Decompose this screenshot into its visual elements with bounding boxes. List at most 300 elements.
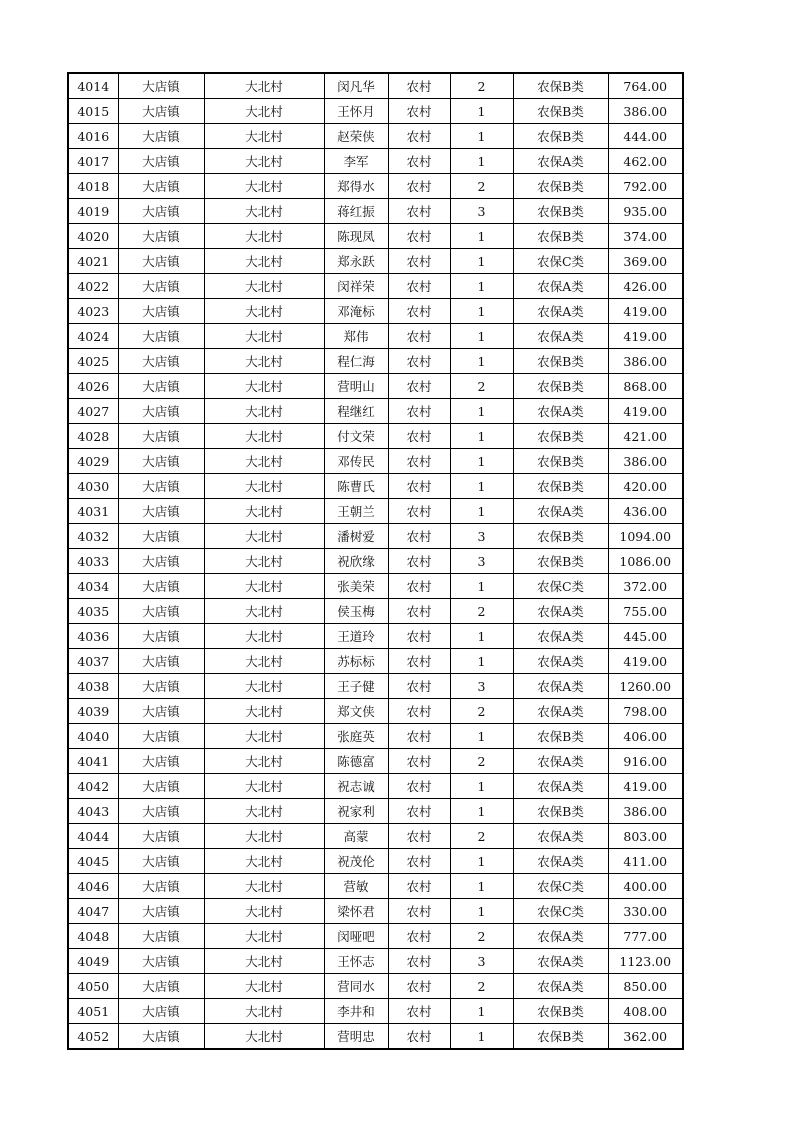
- household-count-cell: 2: [450, 824, 513, 849]
- name-cell: 张美荣: [324, 574, 388, 599]
- insurance-category-cell: 农保A类: [513, 324, 608, 349]
- town-cell: 大店镇: [118, 949, 204, 974]
- table-row: [68, 724, 683, 749]
- id-cell: 4028: [68, 424, 118, 449]
- table-row: [68, 574, 683, 599]
- area-type-cell: 农村: [388, 649, 450, 674]
- household-count-cell: 1: [450, 849, 513, 874]
- id-cell: 4049: [68, 949, 118, 974]
- household-count-cell: 1: [450, 999, 513, 1024]
- area-type-cell: 农村: [388, 199, 450, 224]
- town-cell: 大店镇: [118, 449, 204, 474]
- name-cell: 营明忠: [324, 1024, 388, 1050]
- town-cell: 大店镇: [118, 324, 204, 349]
- household-count-cell: 2: [450, 73, 513, 99]
- amount-cell: 764.00: [608, 73, 683, 99]
- area-type-cell: 农村: [388, 849, 450, 874]
- insurance-category-cell: 农保A类: [513, 624, 608, 649]
- table-row: [68, 499, 683, 524]
- village-cell: 大北村: [204, 73, 324, 99]
- village-cell: 大北村: [204, 974, 324, 999]
- household-count-cell: 1: [450, 724, 513, 749]
- records-table: [67, 72, 684, 1050]
- town-cell: 大店镇: [118, 724, 204, 749]
- area-type-cell: 农村: [388, 974, 450, 999]
- amount-cell: 1260.00: [608, 674, 683, 699]
- name-cell: 营同水: [324, 974, 388, 999]
- name-cell: 营明山: [324, 374, 388, 399]
- area-type-cell: 农村: [388, 124, 450, 149]
- amount-cell: 419.00: [608, 649, 683, 674]
- table-row: [68, 124, 683, 149]
- table-row: [68, 224, 683, 249]
- id-cell: 4022: [68, 274, 118, 299]
- table-row: [68, 299, 683, 324]
- id-cell: 4045: [68, 849, 118, 874]
- insurance-category-cell: 农保A类: [513, 149, 608, 174]
- town-cell: 大店镇: [118, 1024, 204, 1050]
- village-cell: 大北村: [204, 99, 324, 124]
- id-cell: 4023: [68, 299, 118, 324]
- amount-cell: 421.00: [608, 424, 683, 449]
- table-row: [68, 649, 683, 674]
- village-cell: 大北村: [204, 174, 324, 199]
- table-row: [68, 824, 683, 849]
- town-cell: 大店镇: [118, 649, 204, 674]
- insurance-category-cell: 农保A类: [513, 274, 608, 299]
- area-type-cell: 农村: [388, 399, 450, 424]
- amount-cell: 850.00: [608, 974, 683, 999]
- household-count-cell: 3: [450, 549, 513, 574]
- amount-cell: 419.00: [608, 774, 683, 799]
- amount-cell: 1094.00: [608, 524, 683, 549]
- village-cell: 大北村: [204, 749, 324, 774]
- amount-cell: 419.00: [608, 324, 683, 349]
- name-cell: 闵祥荣: [324, 274, 388, 299]
- table-row: [68, 449, 683, 474]
- household-count-cell: 2: [450, 924, 513, 949]
- amount-cell: 445.00: [608, 624, 683, 649]
- table-row: [68, 774, 683, 799]
- area-type-cell: 农村: [388, 624, 450, 649]
- amount-cell: 386.00: [608, 449, 683, 474]
- household-count-cell: 2: [450, 174, 513, 199]
- town-cell: 大店镇: [118, 424, 204, 449]
- table-row: [68, 474, 683, 499]
- area-type-cell: 农村: [388, 674, 450, 699]
- household-count-cell: 3: [450, 674, 513, 699]
- id-cell: 4033: [68, 549, 118, 574]
- town-cell: 大店镇: [118, 499, 204, 524]
- table-row: [68, 149, 683, 174]
- amount-cell: 436.00: [608, 499, 683, 524]
- town-cell: 大店镇: [118, 73, 204, 99]
- area-type-cell: 农村: [388, 524, 450, 549]
- name-cell: 邓传民: [324, 449, 388, 474]
- amount-cell: 444.00: [608, 124, 683, 149]
- amount-cell: 408.00: [608, 999, 683, 1024]
- id-cell: 4031: [68, 499, 118, 524]
- town-cell: 大店镇: [118, 699, 204, 724]
- insurance-category-cell: 农保A类: [513, 649, 608, 674]
- household-count-cell: 1: [450, 399, 513, 424]
- village-cell: 大北村: [204, 299, 324, 324]
- insurance-category-cell: 农保C类: [513, 574, 608, 599]
- name-cell: 张庭英: [324, 724, 388, 749]
- name-cell: 付文荣: [324, 424, 388, 449]
- id-cell: 4027: [68, 399, 118, 424]
- table-row: [68, 749, 683, 774]
- name-cell: 蒋红振: [324, 199, 388, 224]
- village-cell: 大北村: [204, 399, 324, 424]
- name-cell: 赵荣侠: [324, 124, 388, 149]
- town-cell: 大店镇: [118, 524, 204, 549]
- village-cell: 大北村: [204, 324, 324, 349]
- village-cell: 大北村: [204, 249, 324, 274]
- insurance-category-cell: 农保B类: [513, 73, 608, 99]
- amount-cell: 1086.00: [608, 549, 683, 574]
- household-count-cell: 1: [450, 1024, 513, 1050]
- table-row: [68, 349, 683, 374]
- table-row: [68, 399, 683, 424]
- insurance-category-cell: 农保A类: [513, 599, 608, 624]
- town-cell: 大店镇: [118, 874, 204, 899]
- amount-cell: 777.00: [608, 924, 683, 949]
- table-row: [68, 524, 683, 549]
- name-cell: 郑伟: [324, 324, 388, 349]
- village-cell: 大北村: [204, 474, 324, 499]
- area-type-cell: 农村: [388, 174, 450, 199]
- name-cell: 王朝兰: [324, 499, 388, 524]
- amount-cell: 868.00: [608, 374, 683, 399]
- village-cell: 大北村: [204, 799, 324, 824]
- table-row: [68, 874, 683, 899]
- household-count-cell: 2: [450, 374, 513, 399]
- area-type-cell: 农村: [388, 474, 450, 499]
- id-cell: 4051: [68, 999, 118, 1024]
- amount-cell: 386.00: [608, 799, 683, 824]
- name-cell: 侯玉梅: [324, 599, 388, 624]
- village-cell: 大北村: [204, 949, 324, 974]
- amount-cell: 419.00: [608, 299, 683, 324]
- area-type-cell: 农村: [388, 874, 450, 899]
- village-cell: 大北村: [204, 424, 324, 449]
- area-type-cell: 农村: [388, 1024, 450, 1050]
- area-type-cell: 农村: [388, 224, 450, 249]
- amount-cell: 803.00: [608, 824, 683, 849]
- id-cell: 4019: [68, 199, 118, 224]
- id-cell: 4021: [68, 249, 118, 274]
- town-cell: 大店镇: [118, 399, 204, 424]
- id-cell: 4038: [68, 674, 118, 699]
- town-cell: 大店镇: [118, 549, 204, 574]
- village-cell: 大北村: [204, 899, 324, 924]
- id-cell: 4046: [68, 874, 118, 899]
- village-cell: 大北村: [204, 924, 324, 949]
- area-type-cell: 农村: [388, 949, 450, 974]
- insurance-category-cell: 农保B类: [513, 1024, 608, 1050]
- id-cell: 4042: [68, 774, 118, 799]
- table-row: [68, 899, 683, 924]
- town-cell: 大店镇: [118, 374, 204, 399]
- insurance-category-cell: 农保B类: [513, 349, 608, 374]
- amount-cell: 798.00: [608, 699, 683, 724]
- id-cell: 4035: [68, 599, 118, 624]
- table-row: [68, 99, 683, 124]
- name-cell: 梁怀君: [324, 899, 388, 924]
- area-type-cell: 农村: [388, 73, 450, 99]
- name-cell: 程仁海: [324, 349, 388, 374]
- name-cell: 郑文侠: [324, 699, 388, 724]
- table-row: [68, 599, 683, 624]
- area-type-cell: 农村: [388, 999, 450, 1024]
- household-count-cell: 1: [450, 574, 513, 599]
- table-row: [68, 999, 683, 1024]
- id-cell: 4029: [68, 449, 118, 474]
- name-cell: 祝欣缘: [324, 549, 388, 574]
- amount-cell: 374.00: [608, 224, 683, 249]
- amount-cell: 386.00: [608, 349, 683, 374]
- name-cell: 潘树爱: [324, 524, 388, 549]
- amount-cell: 372.00: [608, 574, 683, 599]
- village-cell: 大北村: [204, 124, 324, 149]
- id-cell: 4016: [68, 124, 118, 149]
- insurance-category-cell: 农保B类: [513, 999, 608, 1024]
- insurance-category-cell: 农保C类: [513, 899, 608, 924]
- id-cell: 4032: [68, 524, 118, 549]
- id-cell: 4025: [68, 349, 118, 374]
- household-count-cell: 1: [450, 799, 513, 824]
- village-cell: 大北村: [204, 1024, 324, 1050]
- household-count-cell: 2: [450, 699, 513, 724]
- area-type-cell: 农村: [388, 374, 450, 399]
- id-cell: 4040: [68, 724, 118, 749]
- household-count-cell: 3: [450, 524, 513, 549]
- town-cell: 大店镇: [118, 774, 204, 799]
- village-cell: 大北村: [204, 774, 324, 799]
- name-cell: 闵凡华: [324, 73, 388, 99]
- insurance-category-cell: 农保A类: [513, 699, 608, 724]
- household-count-cell: 3: [450, 949, 513, 974]
- village-cell: 大北村: [204, 574, 324, 599]
- id-cell: 4017: [68, 149, 118, 174]
- area-type-cell: 农村: [388, 324, 450, 349]
- name-cell: 郑得水: [324, 174, 388, 199]
- amount-cell: 935.00: [608, 199, 683, 224]
- table-row: [68, 674, 683, 699]
- id-cell: 4043: [68, 799, 118, 824]
- village-cell: 大北村: [204, 374, 324, 399]
- name-cell: 程继红: [324, 399, 388, 424]
- household-count-cell: 1: [450, 899, 513, 924]
- area-type-cell: 农村: [388, 824, 450, 849]
- name-cell: 王道玲: [324, 624, 388, 649]
- name-cell: 闵哑吧: [324, 924, 388, 949]
- area-type-cell: 农村: [388, 724, 450, 749]
- id-cell: 4030: [68, 474, 118, 499]
- village-cell: 大北村: [204, 274, 324, 299]
- town-cell: 大店镇: [118, 249, 204, 274]
- town-cell: 大店镇: [118, 474, 204, 499]
- area-type-cell: 农村: [388, 599, 450, 624]
- area-type-cell: 农村: [388, 699, 450, 724]
- table-row: [68, 424, 683, 449]
- area-type-cell: 农村: [388, 299, 450, 324]
- village-cell: 大北村: [204, 524, 324, 549]
- name-cell: 邓淹标: [324, 299, 388, 324]
- village-cell: 大北村: [204, 349, 324, 374]
- insurance-category-cell: 农保B类: [513, 124, 608, 149]
- insurance-category-cell: 农保A类: [513, 499, 608, 524]
- name-cell: 陈曹氏: [324, 474, 388, 499]
- town-cell: 大店镇: [118, 149, 204, 174]
- table-row: [68, 924, 683, 949]
- table-row: [68, 1024, 683, 1050]
- id-cell: 4044: [68, 824, 118, 849]
- insurance-category-cell: 农保B类: [513, 724, 608, 749]
- insurance-category-cell: 农保B类: [513, 424, 608, 449]
- id-cell: 4024: [68, 324, 118, 349]
- village-cell: 大北村: [204, 449, 324, 474]
- table-row: [68, 249, 683, 274]
- household-count-cell: 1: [450, 624, 513, 649]
- insurance-category-cell: 农保B类: [513, 224, 608, 249]
- town-cell: 大店镇: [118, 799, 204, 824]
- amount-cell: 462.00: [608, 149, 683, 174]
- amount-cell: 369.00: [608, 249, 683, 274]
- town-cell: 大店镇: [118, 974, 204, 999]
- id-cell: 4048: [68, 924, 118, 949]
- id-cell: 4037: [68, 649, 118, 674]
- household-count-cell: 2: [450, 974, 513, 999]
- village-cell: 大北村: [204, 874, 324, 899]
- name-cell: 苏标标: [324, 649, 388, 674]
- area-type-cell: 农村: [388, 574, 450, 599]
- insurance-category-cell: 农保A类: [513, 974, 608, 999]
- area-type-cell: 农村: [388, 749, 450, 774]
- insurance-category-cell: 农保B类: [513, 374, 608, 399]
- name-cell: 祝茂伦: [324, 849, 388, 874]
- id-cell: 4034: [68, 574, 118, 599]
- id-cell: 4039: [68, 699, 118, 724]
- insurance-category-cell: 农保B类: [513, 549, 608, 574]
- insurance-category-cell: 农保A类: [513, 924, 608, 949]
- name-cell: 高蒙: [324, 824, 388, 849]
- area-type-cell: 农村: [388, 899, 450, 924]
- amount-cell: 386.00: [608, 99, 683, 124]
- household-count-cell: 1: [450, 224, 513, 249]
- insurance-category-cell: 农保A类: [513, 399, 608, 424]
- village-cell: 大北村: [204, 649, 324, 674]
- amount-cell: 420.00: [608, 474, 683, 499]
- town-cell: 大店镇: [118, 824, 204, 849]
- village-cell: 大北村: [204, 999, 324, 1024]
- table-row: [68, 199, 683, 224]
- area-type-cell: 农村: [388, 149, 450, 174]
- household-count-cell: 1: [450, 299, 513, 324]
- name-cell: 王子健: [324, 674, 388, 699]
- table-row: [68, 374, 683, 399]
- household-count-cell: 1: [450, 349, 513, 374]
- insurance-category-cell: 农保A类: [513, 299, 608, 324]
- area-type-cell: 农村: [388, 99, 450, 124]
- town-cell: 大店镇: [118, 174, 204, 199]
- insurance-category-cell: 农保A类: [513, 674, 608, 699]
- area-type-cell: 农村: [388, 799, 450, 824]
- amount-cell: 411.00: [608, 849, 683, 874]
- id-cell: 4020: [68, 224, 118, 249]
- amount-cell: 426.00: [608, 274, 683, 299]
- name-cell: 营敏: [324, 874, 388, 899]
- village-cell: 大北村: [204, 599, 324, 624]
- area-type-cell: 农村: [388, 449, 450, 474]
- area-type-cell: 农村: [388, 499, 450, 524]
- area-type-cell: 农村: [388, 249, 450, 274]
- area-type-cell: 农村: [388, 424, 450, 449]
- insurance-category-cell: 农保B类: [513, 174, 608, 199]
- name-cell: 王怀志: [324, 949, 388, 974]
- household-count-cell: 1: [450, 274, 513, 299]
- name-cell: 陈现凤: [324, 224, 388, 249]
- household-count-cell: 1: [450, 249, 513, 274]
- table-row: [68, 799, 683, 824]
- area-type-cell: 农村: [388, 774, 450, 799]
- insurance-category-cell: 农保A类: [513, 749, 608, 774]
- table-body: [68, 73, 683, 1049]
- village-cell: 大北村: [204, 724, 324, 749]
- table-row: [68, 949, 683, 974]
- village-cell: 大北村: [204, 824, 324, 849]
- amount-cell: 792.00: [608, 174, 683, 199]
- household-count-cell: 1: [450, 99, 513, 124]
- town-cell: 大店镇: [118, 99, 204, 124]
- household-count-cell: 1: [450, 774, 513, 799]
- village-cell: 大北村: [204, 674, 324, 699]
- id-cell: 4026: [68, 374, 118, 399]
- insurance-category-cell: 农保B类: [513, 799, 608, 824]
- name-cell: 王怀月: [324, 99, 388, 124]
- town-cell: 大店镇: [118, 224, 204, 249]
- town-cell: 大店镇: [118, 674, 204, 699]
- town-cell: 大店镇: [118, 199, 204, 224]
- table-row: [68, 324, 683, 349]
- village-cell: 大北村: [204, 149, 324, 174]
- id-cell: 4018: [68, 174, 118, 199]
- name-cell: 李井和: [324, 999, 388, 1024]
- amount-cell: 1123.00: [608, 949, 683, 974]
- name-cell: 郑永跃: [324, 249, 388, 274]
- town-cell: 大店镇: [118, 924, 204, 949]
- area-type-cell: 农村: [388, 274, 450, 299]
- household-count-cell: 3: [450, 199, 513, 224]
- village-cell: 大北村: [204, 549, 324, 574]
- id-cell: 4014: [68, 73, 118, 99]
- id-cell: 4036: [68, 624, 118, 649]
- name-cell: 李军: [324, 149, 388, 174]
- area-type-cell: 农村: [388, 349, 450, 374]
- town-cell: 大店镇: [118, 999, 204, 1024]
- table-row: [68, 699, 683, 724]
- household-count-cell: 1: [450, 874, 513, 899]
- household-count-cell: 1: [450, 649, 513, 674]
- id-cell: 4047: [68, 899, 118, 924]
- insurance-category-cell: 农保C类: [513, 874, 608, 899]
- household-count-cell: 1: [450, 124, 513, 149]
- insurance-category-cell: 农保A类: [513, 849, 608, 874]
- table-row: [68, 549, 683, 574]
- village-cell: 大北村: [204, 199, 324, 224]
- name-cell: 祝家利: [324, 799, 388, 824]
